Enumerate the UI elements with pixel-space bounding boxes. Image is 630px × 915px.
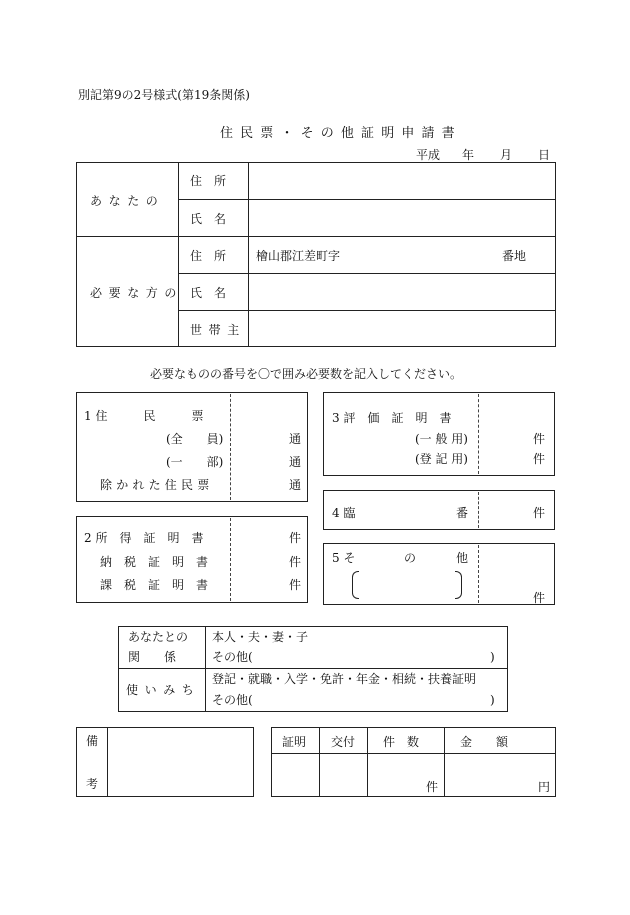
subject-household-field[interactable] [250, 312, 554, 345]
item-3-unit-general: 件 [533, 432, 546, 446]
item-4-box[interactable] [323, 490, 555, 530]
item-5-end: 他 [456, 551, 469, 565]
usage-other-close: ) [490, 693, 495, 707]
date-month: 月 [500, 148, 513, 162]
fee-amount-unit: 円 [538, 780, 551, 794]
subject-name-label: 氏 名 [190, 286, 227, 300]
remarks-box[interactable] [76, 727, 254, 797]
page-title: 住民票・その他証明申請書 [220, 126, 462, 141]
item-2-unit-3: 件 [289, 578, 302, 592]
applicant-name-field[interactable] [250, 201, 554, 234]
subject-address-value[interactable]: 檜山郡江差町字 [256, 249, 341, 263]
applicant-name-label: 氏 名 [190, 212, 227, 226]
date-day: 日 [538, 148, 551, 162]
applicant-address-field[interactable] [250, 164, 554, 197]
subject-address-suffix: 番地 [502, 249, 527, 263]
date-era: 平成 [416, 148, 441, 162]
remarks-label-top: 備 [86, 734, 99, 748]
relation-other-close: ) [490, 650, 495, 664]
relation-label-1: あなたとの [128, 630, 189, 644]
item-2-taxation: 課 税 証 明 書 [100, 578, 209, 592]
item-1-part: (一 部) [166, 455, 224, 469]
applicant-address-label: 住 所 [190, 174, 227, 188]
bracket-left-icon [352, 571, 359, 599]
item-1-removed: 除かれた住民票 [100, 478, 214, 492]
item-4-title2: 番 [456, 506, 469, 520]
fee-header-issue: 交付 [331, 735, 356, 749]
subject-heading: 必要な方の [90, 286, 184, 300]
item-2-unit-1: 件 [289, 531, 302, 545]
usage-option-other[interactable]: その他( [212, 693, 253, 707]
usage-option-list[interactable]: 登記・就職・入学・免許・年金・相続・扶養証明 [212, 672, 477, 686]
relation-label-2: 関 係 [128, 650, 177, 664]
remarks-label-bottom: 考 [86, 777, 99, 791]
subject-household-label: 世帯主 [190, 323, 246, 337]
subject-name-field[interactable] [250, 275, 554, 308]
fee-header-certificate: 証明 [282, 735, 307, 749]
fee-header-count: 件 数 [383, 735, 420, 749]
item-1-full: (全 員) [166, 432, 224, 446]
item-5-unit: 件 [533, 591, 546, 605]
item-4-title: 4 臨 [332, 506, 356, 520]
usage-label: 使いみち [126, 683, 201, 697]
item-3-registry: (登 記 用) [415, 452, 468, 466]
bracket-right-icon [455, 571, 462, 599]
item-1-title: 1 住 民 票 [84, 409, 204, 423]
item-5-title: 5 そ [332, 551, 356, 565]
item-1-unit-part: 通 [289, 455, 302, 469]
item-5-detail-field[interactable] [362, 571, 452, 597]
form-id: 別記第9の2号様式(第19条関係) [78, 88, 250, 102]
fee-count-unit: 件 [426, 780, 439, 794]
item-3-unit-registry: 件 [533, 452, 546, 466]
applicant-heading: あなたの [90, 194, 165, 208]
fee-header-amount: 金 額 [460, 735, 509, 749]
subject-address-label: 住 所 [190, 249, 227, 263]
date-year: 年 [462, 148, 475, 162]
item-1-unit-removed: 通 [289, 478, 302, 492]
item-1-unit-full: 通 [289, 432, 302, 446]
item-2-income: 2 所 得 証 明 書 [84, 531, 204, 545]
item-2-unit-2: 件 [289, 555, 302, 569]
item-3-general: (一 般 用) [415, 432, 468, 446]
item-2-tax-paid: 納 税 証 明 書 [100, 555, 209, 569]
item-4-unit: 件 [533, 506, 546, 520]
item-5-mid: の [404, 551, 417, 565]
relation-option-family[interactable]: 本人・夫・妻・子 [212, 630, 309, 644]
instruction-text: 必要なものの番号を〇で囲み必要数を記入してください。 [150, 367, 463, 381]
relation-option-other[interactable]: その他( [212, 650, 253, 664]
item-3-title: 3 評 価 証 明 書 [332, 411, 452, 425]
